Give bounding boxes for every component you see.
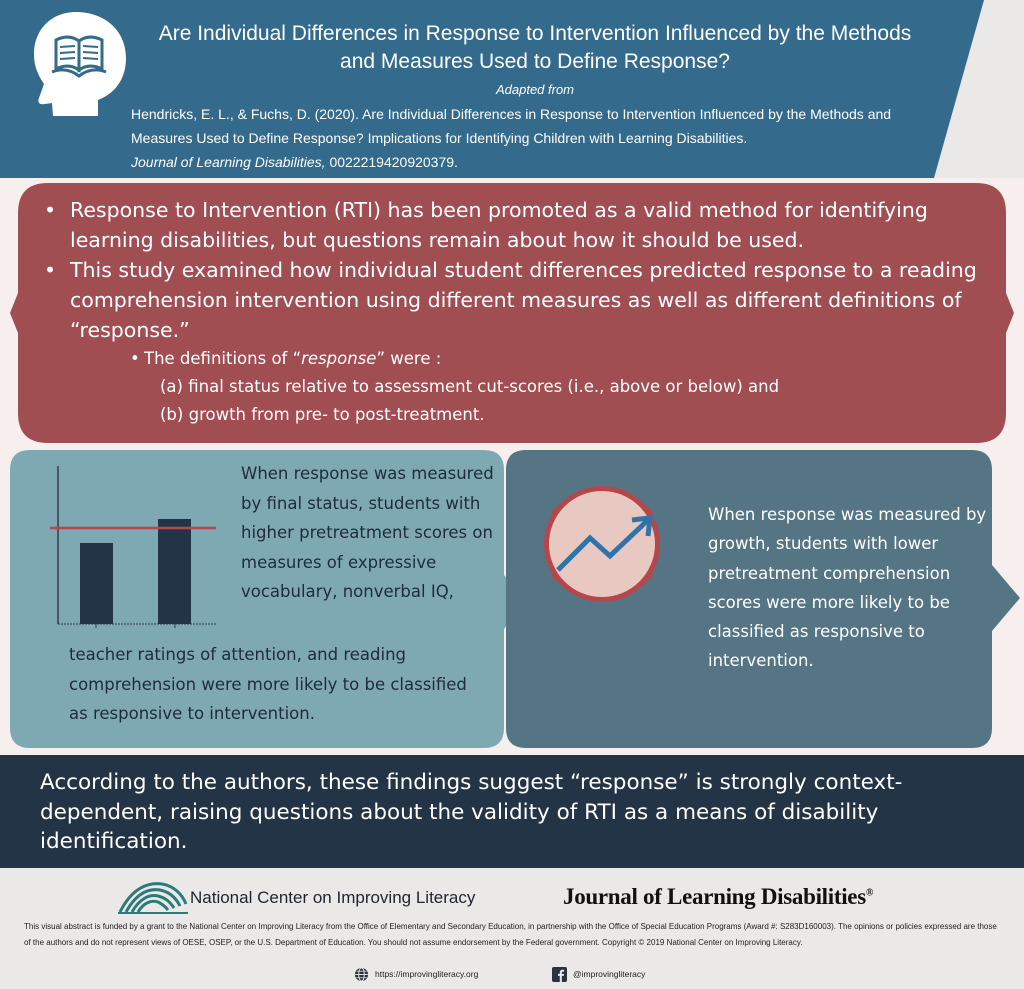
head-book-icon bbox=[26, 8, 134, 120]
website-link[interactable] bbox=[354, 966, 478, 982]
adapted-from-label: Adapted from bbox=[495, 82, 575, 97]
definitions-list bbox=[130, 345, 990, 429]
definition-a: (a) final status relative to assessment cut-scores (i.e., above or below) and bbox=[160, 377, 780, 396]
footer bbox=[0, 868, 1024, 989]
jld-logo bbox=[563, 884, 873, 910]
citation bbox=[131, 102, 921, 174]
funding-disclaimer: This visual abstract is funded by a grant to the National Center on Improving Literacy from the Office of Elementary and Secondary Education, in partnership with the Office of Special Education Programs (Award #: S283D160003). The opinions or policies expressed are those of the authors and do not represent views of OESE, OSEP, or the U.S. Department of Education. You should not assume endorsement by the Federal government. Copyright © 2019 National Center on Improving Literacy. bbox=[24, 922, 997, 947]
citation-journal: Journal of Learning Disabilities, bbox=[131, 154, 326, 170]
bar-lower bbox=[80, 543, 113, 624]
final-status-text-top: When response was measured by final status, students with higher pretreatment scores on measures of expressive vocabulary, nonverbal IQ, bbox=[241, 464, 494, 601]
final-status-panel bbox=[8, 450, 526, 748]
ncil-logo-icon bbox=[118, 878, 188, 914]
facebook-icon bbox=[552, 967, 567, 982]
conclusion-text: According to the authors, these findings suggest “response” is strongly context-dependent, raising questions about the validity of RTI as a means of disability identification. bbox=[40, 770, 903, 854]
facebook-handle[interactable]: @improvingliteracy bbox=[573, 969, 646, 979]
citation-id: 0022219420920379. bbox=[325, 154, 458, 170]
header bbox=[0, 0, 1024, 178]
intro-box bbox=[10, 183, 1014, 443]
definitions-term: response bbox=[301, 349, 377, 368]
intro-text bbox=[44, 195, 984, 345]
conclusion-banner bbox=[0, 755, 1024, 868]
page-title: Are Individual Differences in Response to Intervention Influenced by the Methods and Measures Used to Define Response? bbox=[158, 22, 912, 73]
jld-registered-mark: ® bbox=[865, 887, 874, 899]
bar-higher bbox=[158, 519, 191, 624]
intro-bullet-study: • This study examined how individual student differences predicted response to a reading comprehension intervention using different measures as well as different definitions of “response.” bbox=[44, 255, 984, 345]
citation-main: Hendricks, E. L., & Fuchs, D. (2020). Are Individual Differences in Response to Intervention Influenced by the Methods and Measures Used to Define Response? Implications for Identifying Children with Learning Disabilities. bbox=[131, 106, 892, 146]
globe-icon bbox=[354, 967, 369, 982]
growth-trend-icon bbox=[532, 468, 672, 618]
definitions-prefix: The definitions of “ bbox=[144, 349, 302, 368]
final-status-text-bottom: teacher ratings of attention, and reading comprehension were more likely to be classified as responsive to intervention. bbox=[69, 645, 467, 723]
growth-text: When response was measured by growth, students with lower pretreatment comprehension scores were more likely to be classified as responsive to intervention. bbox=[708, 505, 987, 671]
definitions-heading bbox=[130, 345, 990, 373]
website-url[interactable]: https://improvingliteracy.org bbox=[375, 969, 479, 979]
ncil-name: National Center on Improving Literacy bbox=[190, 888, 476, 907]
growth-panel bbox=[504, 450, 1022, 748]
intro-bullet-rti: • Response to Intervention (RTI) has been promoted as a valid method for identifying learning disabilities, but questions remain about how it should be used. bbox=[44, 195, 984, 255]
facebook-link[interactable] bbox=[552, 966, 645, 982]
bar-chart-cutoff-icon bbox=[48, 464, 218, 629]
definition-b: (b) growth from pre- to post-treatment. bbox=[160, 405, 485, 424]
jld-name: Journal of Learning Disabilities bbox=[563, 884, 866, 909]
definitions-suffix: ” were : bbox=[376, 349, 442, 368]
